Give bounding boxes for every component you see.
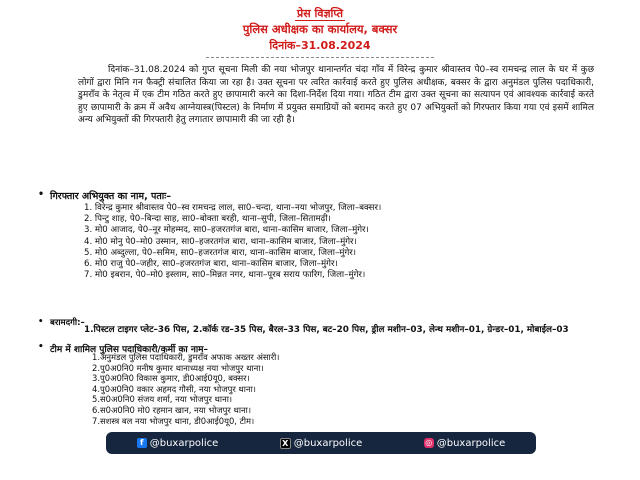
team-list <box>92 352 512 426</box>
press-release-label: प्रेस विज्ञप्ति <box>296 7 344 20</box>
arrested-item: 2. पिन्टु शाह, पे0–बिन्दा साह, सा0–बोक्ता बरही, थाना–सुपी, जिला–सितामढ़ी। <box>84 214 331 225</box>
facebook-icon: f <box>137 438 147 448</box>
press-release-heading <box>0 6 640 21</box>
team-member: 4.पु0अ0नि0 वकार अहमद गौसी, नया भोजपुर थाना। <box>92 383 256 394</box>
team-member: 2.पु0अ0नि0 मनीष कुमार थानाध्यक्ष नया भोजपुर थाना। <box>92 362 264 373</box>
intro-paragraph: दिनांक–31.08.2024 को गुप्त सूचना मिली की नया भोजपुर थानान्तर्गत चंदा गाँव में विरेन्द्र कुमार श्रीवास्तव पे0–स्व रामचन्द्र लाल के घर में कुछ लोगों द्वारा मिनि गन फैक्ट्री संचालित किया जा रहा है। उक्त सूचना पर त्वरित कार्रवाई करते हुए पुलिस अधीक्षक, बक्सर के द्वारा अनुमंडल पुलिस पदाधिकारी, डुमराँव के नेतृत्व में एक टीम गठित करते हुए छापामारी करने का दिशा-निर्देश दिया गया। गठित टीम द्वारा उक्त सूचना का सत्यापन एवं आवश्यक कार्रवाई करते हुए छापामारी के क्रम में अवैध आग्नेयास्त्र(पिस्टल) के निर्माण में प्रयुक्त समाग्रियों को बरामद करते हुए 07 अभियुक्तों को गिरफ्तार किया गया एवं इसमें शामिल अन्य अभियुक्तों की गिरफ्तारी हेतु लगातार छापामारी की जा रही है। <box>78 65 594 126</box>
office-title: पुलिस अधीक्षक का कार्यालय, बक्सर <box>242 22 398 36</box>
facebook-handle-text: @buxarpolice <box>149 437 219 449</box>
header-divider <box>206 57 434 58</box>
instagram-icon: ◎ <box>425 438 433 447</box>
x-handle[interactable] <box>280 438 363 449</box>
social-footer <box>106 432 536 454</box>
instagram-handle[interactable] <box>424 438 506 449</box>
arrested-item: 7. मो0 इबरान, पे0–मो0 इस्लाम, सा0–मिन्नत नगर, थाना–पूरब सराय फारिग, जिला–मुंगेर। <box>84 270 366 281</box>
team-member: 7.सशस्त्र बल नया भोजपुर थाना, डी0आई0यू0, टीम। <box>92 415 255 426</box>
arrested-list <box>84 203 592 281</box>
arrested-section-title: • गिरफ्तार अभियुक्त का नाम, पताः– <box>50 189 171 202</box>
recovery-section-title: • बरामदगी:– <box>50 317 85 328</box>
arrested-item: 5. मो0 अब्दुल्ला, पे0–समिम, सा0–हजरतगंज बारा, थाना–कासिम बाजार, जिला–मुंगेर। <box>84 247 357 258</box>
team-section-title: • टीम में शामिल पुलिस पदाधिकारी/कर्मी का नाम– <box>50 342 208 355</box>
arrested-item: 3. मो0 आजाद, पे0–नूर मोहम्मद, सा0–हजरतगंज बारा, थाना–कासिम बाजार, जिला–मुंगेर। <box>84 225 369 236</box>
x-logo-icon: X <box>280 438 291 449</box>
team-member: 1.अनुमंडल पुलिस पदाधिकारी, डुमराँव अफाक अख्तर अंसारी। <box>92 352 280 362</box>
arrested-item: 6. मो0 राजु पे0–जहीर, सा0–हजरतगंज बारा, थाना–कासिम बाजार, जिला–मुंगेर। <box>84 259 338 270</box>
instagram-handle-text: @buxarpolice <box>436 437 506 449</box>
release-date: दिनांक–31.08.2024 <box>269 39 371 52</box>
team-member: 6.स0अ0नि0 मो0 रहमान खान, नया भोजपुर थाना। <box>92 404 251 415</box>
team-member: 5.स0अ0नि0 संजय शर्मा, नया भोजपुर थाना। <box>92 394 233 405</box>
x-handle-text: @buxarpolice <box>293 437 363 449</box>
arrested-item: 4. मो0 मोनु पे0–मो0 उस्मान, सा0–हजरतगंज बारा, थाना–कासिम बाजार, जिला–मुंगेर। <box>84 236 357 247</box>
recovery-details: 1.पिस्टल टाइगर प्लेट–36 पिस, 2.कॉर्क रड–35 पिस, बैरल–33 पिस, बट–20 पिस, ड्रील मशीन–03, लेन्थ मशीन–01, ग्रेन्डर–01, मोबाईल–03 <box>84 325 569 335</box>
arrested-item: 1. विरेन्द्र कुमार श्रीवास्तव पे0–स्व रामचन्द्र लाल, सा0–चन्दा, थाना–नया भोजपुर, जिला–बक्सर। <box>84 203 382 213</box>
facebook-handle[interactable] <box>137 438 219 449</box>
team-member: 3.पु0अ0नि0 विकास कुमार, डी0आई0यू0, बक्सर। <box>92 373 250 384</box>
